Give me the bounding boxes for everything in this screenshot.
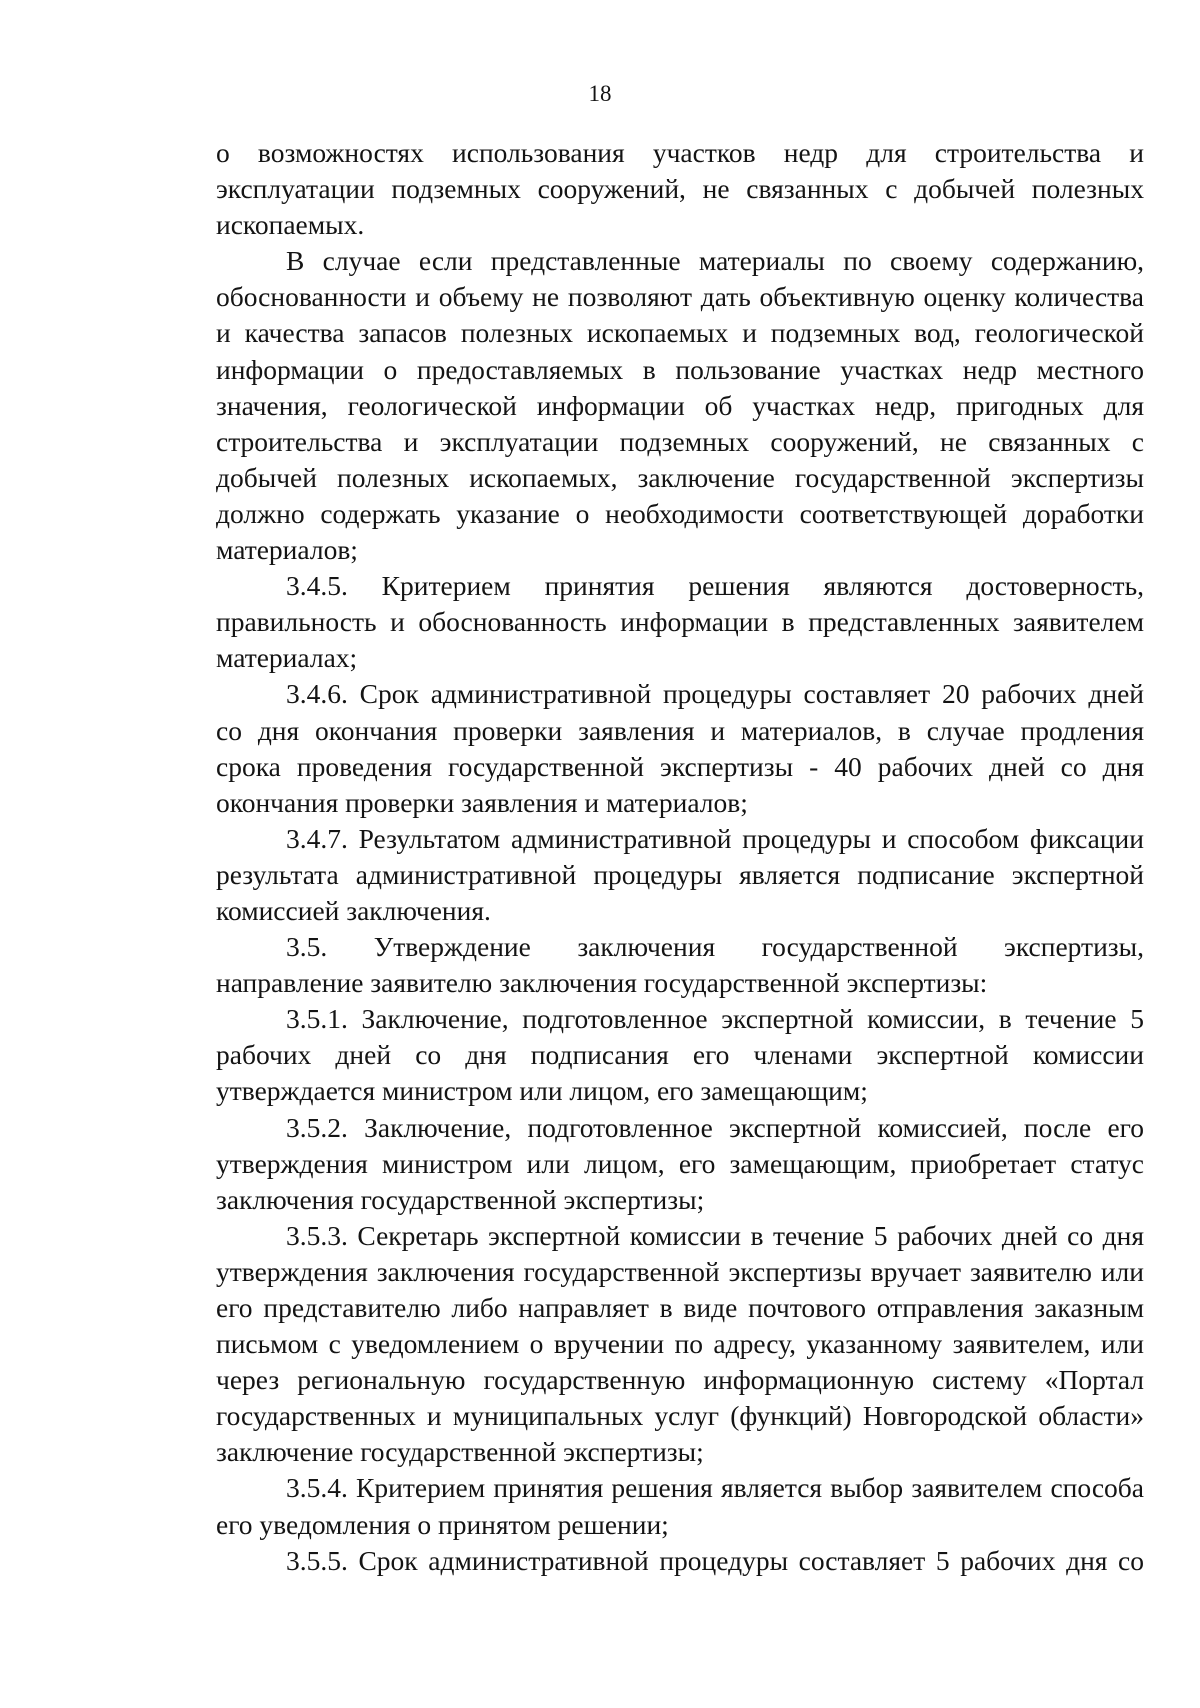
paragraph bbox=[216, 1470, 1144, 1542]
text-line: утверждения министром или лицом, его замещающим, приобретает статус bbox=[216, 1147, 1144, 1179]
text-line: комиссией заключения. bbox=[216, 894, 491, 926]
text-line: направление заявителю заключения государственной экспертизы: bbox=[216, 967, 988, 999]
text-line: ископаемых. bbox=[216, 209, 365, 241]
text-line: добычей полезных ископаемых, заключение государственной экспертизы bbox=[216, 461, 1144, 493]
paragraph bbox=[216, 568, 1144, 676]
paragraph bbox=[216, 1001, 1144, 1109]
paragraph bbox=[216, 1543, 1144, 1579]
text-line: 3.5.5. Срок административной процедуры составляет 5 рабочих дня со bbox=[286, 1544, 1144, 1576]
text-line: его уведомления о принятом решении; bbox=[216, 1508, 669, 1540]
text-line: 3.5.4. Критерием принятия решения является выбор заявителем способа bbox=[286, 1472, 1144, 1504]
text-line: 3.4.5. Критерием принятия решения являются достоверность, bbox=[286, 570, 1144, 602]
paragraph bbox=[216, 1110, 1144, 1218]
text-line: рабочих дней со дня подписания его членами экспертной комиссии bbox=[216, 1039, 1144, 1071]
text-line: утверждается министром или лицом, его замещающим; bbox=[216, 1075, 868, 1107]
paragraph bbox=[216, 1218, 1144, 1471]
text-line: правильность и обоснованность информации в представленных заявителем bbox=[216, 606, 1144, 638]
text-line: строительства и эксплуатации подземных сооружений, не связанных с bbox=[216, 425, 1144, 457]
text-line: 3.5.1. Заключение, подготовленное экспертной комиссии, в течение 5 bbox=[286, 1003, 1144, 1035]
paragraph bbox=[216, 821, 1144, 929]
text-line: заключения государственной экспертизы; bbox=[216, 1183, 705, 1215]
text-line: 3.4.7. Результатом административной процедуры и способом фиксации bbox=[286, 822, 1144, 854]
text-line: через региональную государственную информационную систему «Портал bbox=[216, 1364, 1144, 1396]
text-line: окончания проверки заявления и материалов; bbox=[216, 786, 748, 818]
text-line: 3.4.6. Срок административной процедуры составляет 20 рабочих дней bbox=[286, 678, 1144, 710]
paragraph bbox=[216, 135, 1144, 243]
text-line: результата административной процедуры является подписание экспертной bbox=[216, 858, 1144, 890]
text-line: информации о предоставляемых в пользование участках недр местного bbox=[216, 353, 1144, 385]
paragraph bbox=[216, 243, 1144, 568]
document-body bbox=[216, 135, 1144, 1579]
text-line: эксплуатации подземных сооружений, не связанных с добычей полезных bbox=[216, 173, 1144, 205]
text-line: государственных и муниципальных услуг (функций) Новгородской области» bbox=[216, 1400, 1144, 1432]
page-number: 18 bbox=[588, 81, 612, 106]
paragraph bbox=[216, 929, 1144, 1001]
text-line: 3.5.3. Секретарь экспертной комиссии в течение 5 рабочих дней со дня bbox=[286, 1219, 1144, 1251]
text-line: 3.5.2. Заключение, подготовленное экспертной комиссией, после его bbox=[286, 1111, 1144, 1143]
text-line: утверждения заключения государственной экспертизы вручает заявителю или bbox=[216, 1255, 1144, 1287]
text-line: его представителю либо направляет в виде почтового отправления заказным bbox=[216, 1292, 1144, 1323]
text-line: заключение государственной экспертизы; bbox=[216, 1436, 704, 1468]
paragraph bbox=[216, 676, 1144, 820]
text-line: материалов; bbox=[216, 534, 358, 566]
text-line: со дня окончания проверки заявления и материалов, в случае продления bbox=[216, 714, 1144, 746]
text-line: срока проведения государственной экспертизы - 40 рабочих дней со дня bbox=[216, 750, 1144, 782]
text-line: 3.5. Утверждение заключения государственной экспертизы, bbox=[286, 931, 1144, 963]
text-line: о возможностях использования участков недр для строительства и bbox=[216, 137, 1144, 168]
text-line: значения, геологической информации об участках недр, пригодных для bbox=[216, 389, 1144, 421]
text-line: обоснованности и объему не позволяют дать объективную оценку количества bbox=[216, 281, 1144, 313]
text-line: и качества запасов полезных ископаемых и подземных вод, геологической bbox=[216, 317, 1144, 349]
text-line: должно содержать указание о необходимости соответствующей доработки bbox=[216, 497, 1144, 529]
text-line: В случае если представленные материалы по своему содержанию, bbox=[286, 245, 1144, 277]
text-line: письмом с уведомлением о вручении по адресу, указанному заявителем, или bbox=[216, 1328, 1144, 1360]
text-line: материалах; bbox=[216, 642, 358, 674]
